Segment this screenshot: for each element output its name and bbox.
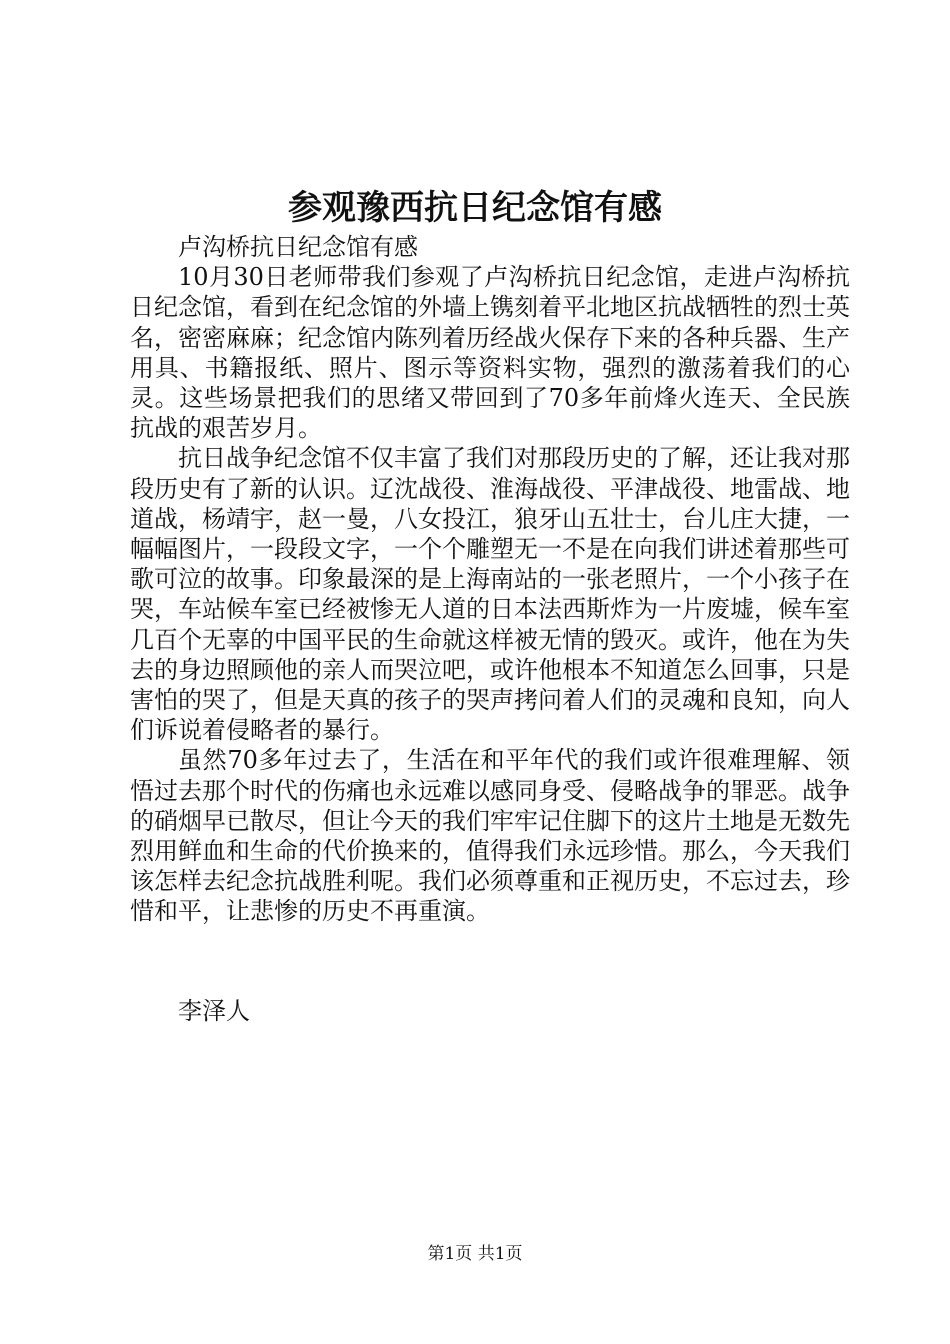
paragraph-2: 抗日战争纪念馆不仅丰富了我们对那段历史的了解，还让我对那段历史有了新的认识。辽沈战役、淮海战役、平津战役、地雷战、地道战，杨靖宇，赵一曼，八女投江，狼牙山五壮士，台儿庄大捷，一幅幅图片，一段段文字，一个个雕塑无一不是在向我们讲述着那些可歌可泣的故事。印象最深的是上海南站的一张老照片，一个小孩子在哭，车站候车室已经被惨无人道的日本法西斯炸为一片废墟，候车室几百个无辜的中国平民的生命就这样被无情的毁灭。或许，他在为失去的身边照顾他的亲人而哭泣吧，或许他根本不知道怎么回事，只是害怕的哭了，但是天真的孩子的哭声拷问着人们的灵魂和良知，向人们诉说着侵略者的暴行。 [130, 444, 850, 745]
document-body [130, 232, 850, 927]
page-footer: 第1页 共1页 [427, 1244, 523, 1264]
paragraph-3: 虽然70多年过去了，生活在和平年代的我们或许很难理解、领悟过去那个时代的伤痛也永远难以感同身受、侵略战争的罪恶。战争的硝烟早已散尽，但让今天的我们牢牢记住脚下的这片土地是无数先烈用鲜血和生命的代价换来的，值得我们永远珍惜。那么，今天我们该怎样去纪念抗战胜利呢。我们必须尊重和正视历史，不忘过去，珍惜和平，让悲惨的历史不再重演。 [130, 746, 850, 926]
paragraph-1: 10月30日老师带我们参观了卢沟桥抗日纪念馆，走进卢沟桥抗日纪念馆，看到在纪念馆的外墙上镌刻着平北地区抗战牺牲的烈士英名，密密麻麻；纪念馆内陈列着历经战火保存下来的各种兵器、生产用具、书籍报纸、照片、图示等资料实物，强烈的激荡着我们的心灵。这些场景把我们的思绪又带回到了70多年前烽火连天、全民族抗战的艰苦岁月。 [130, 263, 850, 443]
author-signature: 李泽人 [178, 997, 250, 1025]
document-subtitle: 卢沟桥抗日纪念馆有感 [178, 233, 418, 261]
document-title: 参观豫西抗日纪念馆有感 [288, 188, 662, 228]
